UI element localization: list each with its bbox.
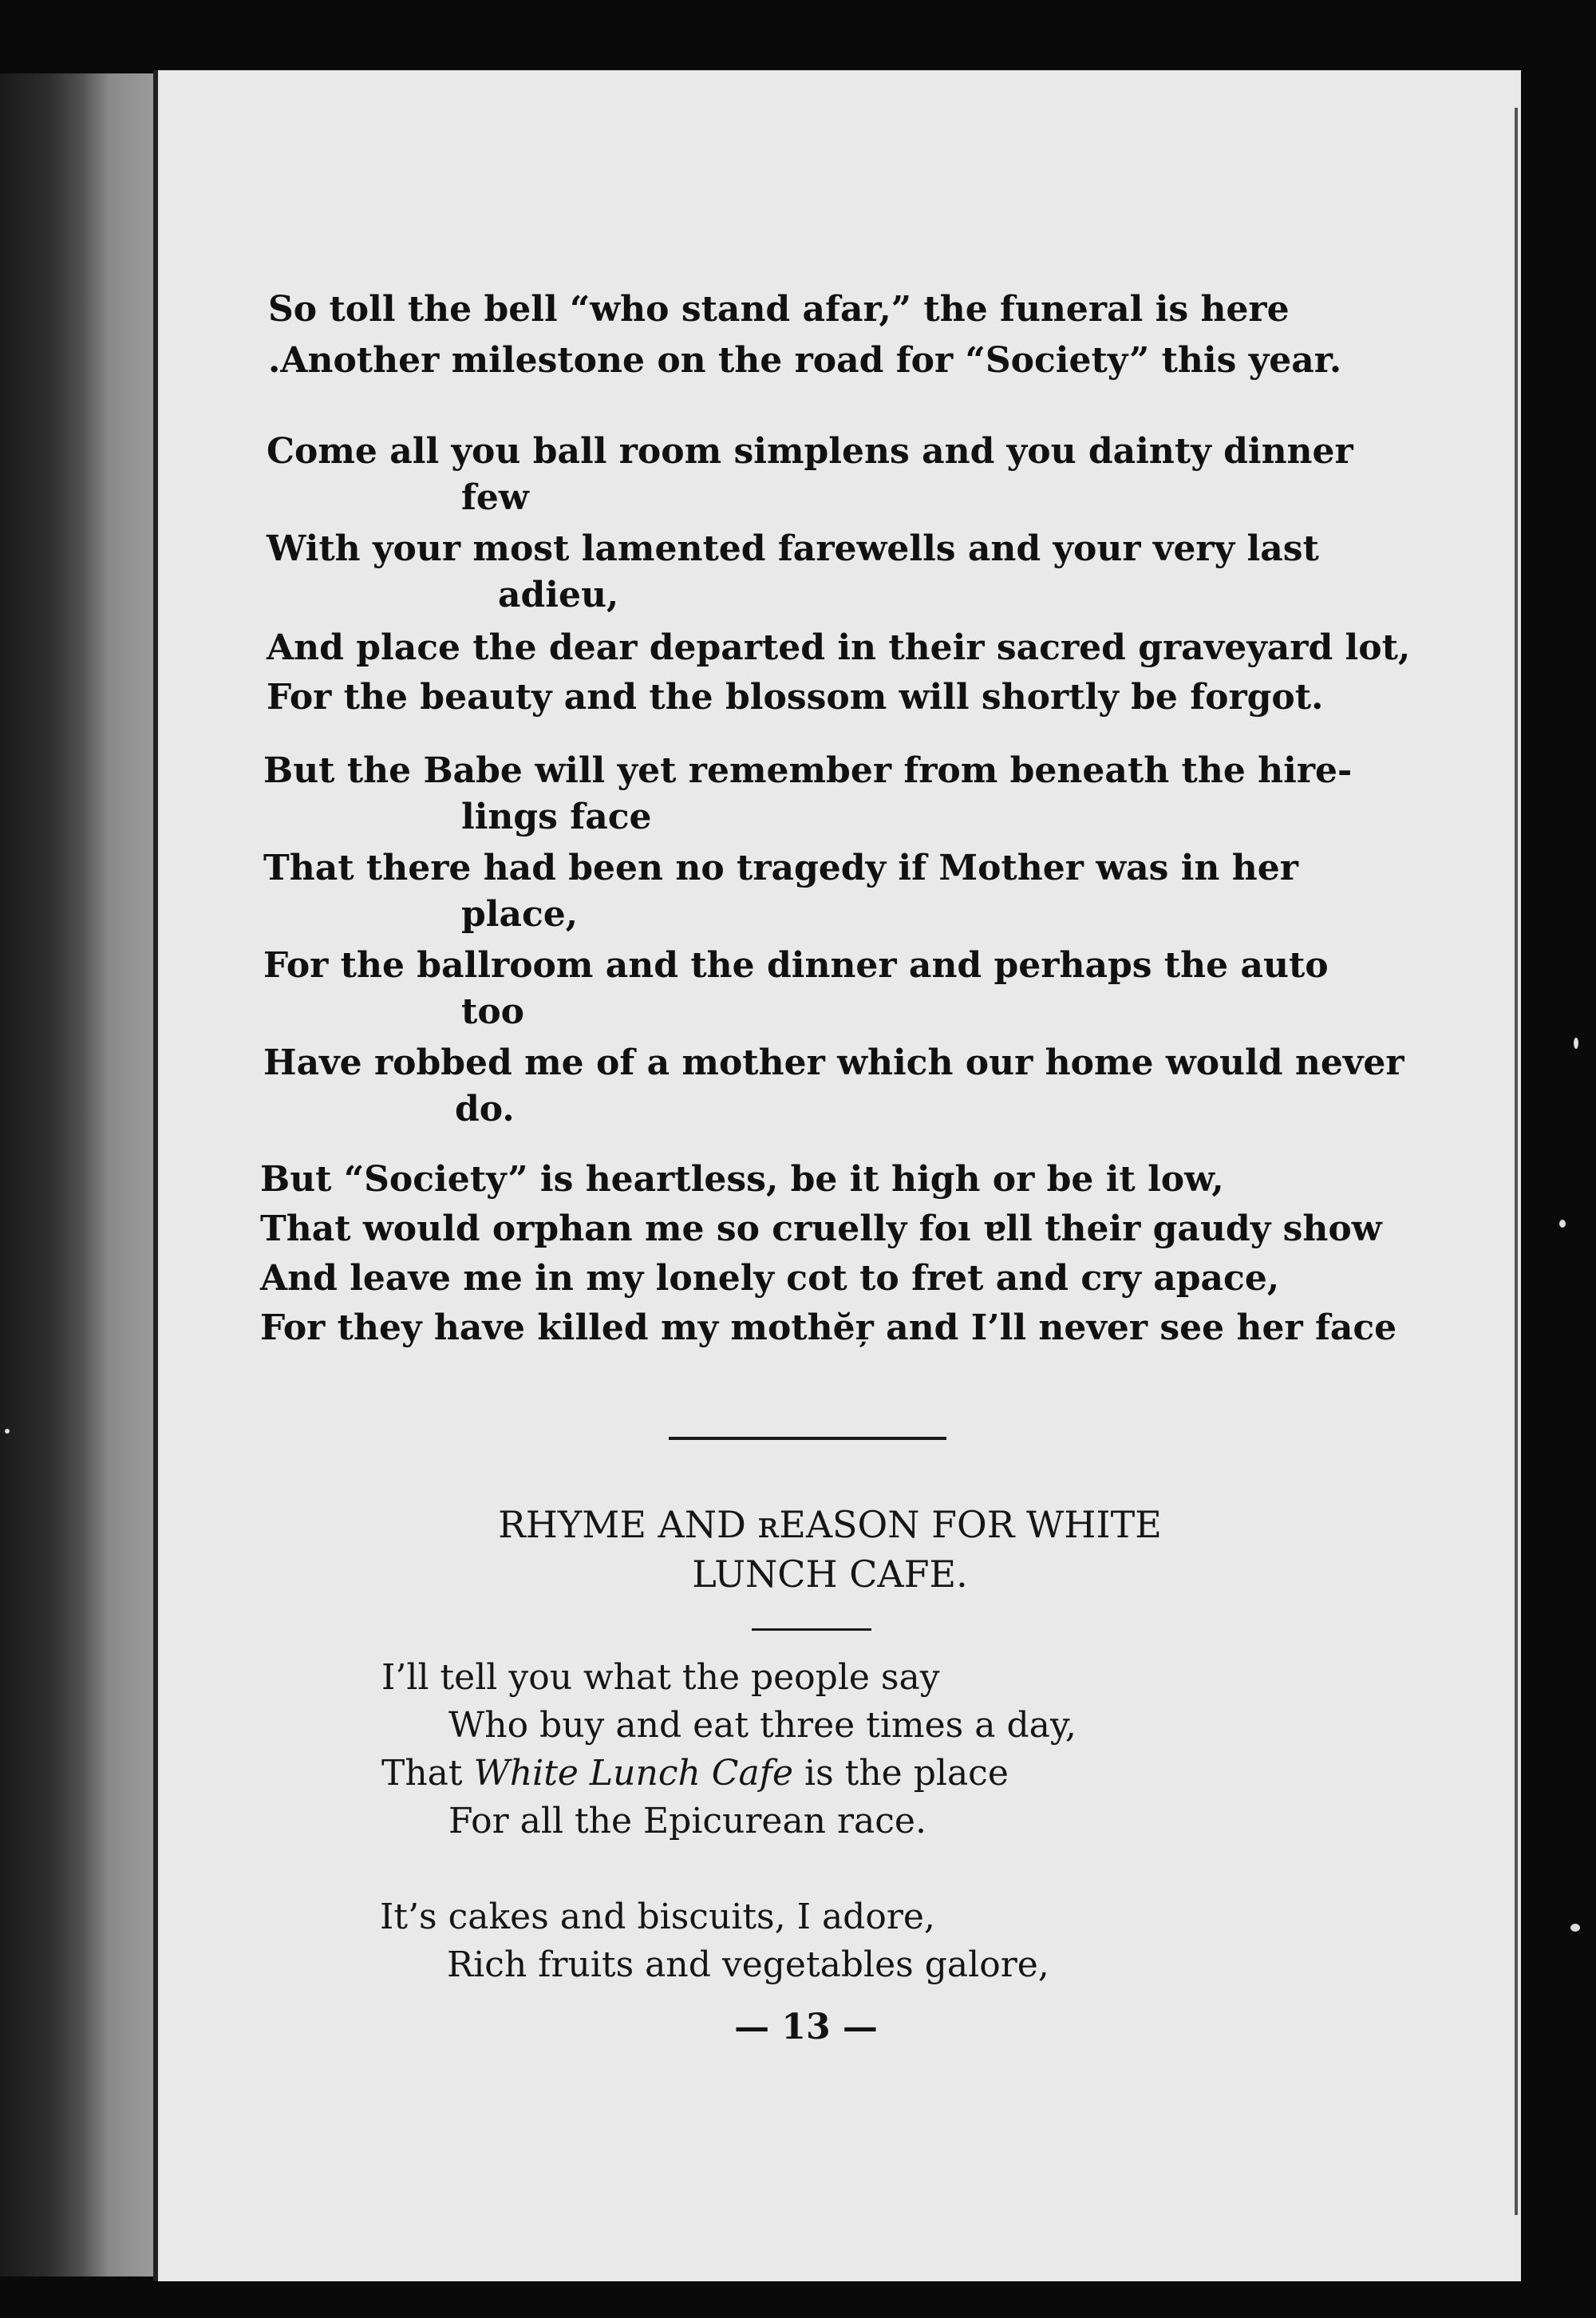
poem-line: Have robbed me of a mother which our home would never xyxy=(263,1042,1404,1083)
poem-line: .Another milestone on the road for “Society” this year. xyxy=(268,340,1342,381)
poem-line: too xyxy=(461,991,525,1032)
poem-line: For the ballroom and the dinner and perhaps the auto xyxy=(263,945,1329,986)
poem-line: place, xyxy=(461,894,579,935)
page-number: — 13 — xyxy=(734,2007,878,2047)
scan-speck xyxy=(1570,1924,1580,1932)
poem-line: Who buy and eat three times a day, xyxy=(448,1705,1077,1746)
stanza-3 xyxy=(263,747,1404,1146)
new-poem-stanza-2 xyxy=(380,1893,1258,1997)
scan-speck xyxy=(1574,1038,1578,1049)
book-binding xyxy=(0,73,156,2276)
stanza-4 xyxy=(260,1156,1397,1363)
poem-line: For the beauty and the blossom will shortly be forgot. xyxy=(267,677,1324,718)
poem-line: lings face xyxy=(461,797,652,837)
poem-line: few xyxy=(461,477,529,518)
poem-line: With your most lamented farewells and your very last xyxy=(267,528,1319,569)
poem-line: For all the Epicurean race. xyxy=(448,1801,926,1841)
poem-line: For they have killed my mothĕŗ and I’ll never see her face xyxy=(260,1307,1397,1348)
poem-line: I’ll tell you what the people say xyxy=(381,1657,940,1698)
stanza-2 xyxy=(267,428,1411,731)
poem-line: So toll the bell “who stand afar,” the funeral is here xyxy=(268,289,1290,330)
stanza-1 xyxy=(268,286,1369,398)
title-underline xyxy=(752,1628,871,1631)
new-poem-stanza-1 xyxy=(381,1654,1259,1861)
poem-line: It’s cakes and biscuits, I adore, xyxy=(380,1897,935,1937)
poem-line xyxy=(381,1750,1009,1798)
poem-line: But the Babe will yet remember from beneath the hire- xyxy=(263,750,1353,791)
section-title-line-2: LUNCH CAFE. xyxy=(692,1553,968,1596)
page-edge xyxy=(1515,108,1518,2215)
cafe-name: White Lunch Cafe xyxy=(473,1753,794,1794)
section-divider xyxy=(669,1437,946,1440)
poem-line: And place the dear departed in their sacred graveyard lot, xyxy=(267,627,1411,668)
scan-speck xyxy=(5,1429,10,1434)
poem-line: Come all you ball room simplens and you dainty dinner xyxy=(267,431,1353,472)
poem-line: do. xyxy=(455,1089,515,1129)
section-title xyxy=(431,1501,1229,1604)
poem-line: adieu, xyxy=(498,575,619,615)
poem-line: That there had been no tragedy if Mother was in her xyxy=(263,848,1298,888)
poem-line: That would orphan me so cruelly foı ɐll their gaudy show xyxy=(260,1208,1382,1249)
poem-line: And leave me in my lonely cot to fret and cry apace, xyxy=(260,1258,1280,1299)
poem-line: Rich fruits and vegetables galore, xyxy=(447,1944,1049,1985)
poem-text: is the place xyxy=(793,1753,1009,1794)
poem-line: But “Society” is heartless, be it high or be it low, xyxy=(260,1159,1224,1200)
scan-speck xyxy=(1559,1220,1566,1228)
poem-text: That xyxy=(381,1753,474,1794)
section-title-line-1: RHYME AND ʀEASON FOR WHITE xyxy=(498,1503,1162,1546)
